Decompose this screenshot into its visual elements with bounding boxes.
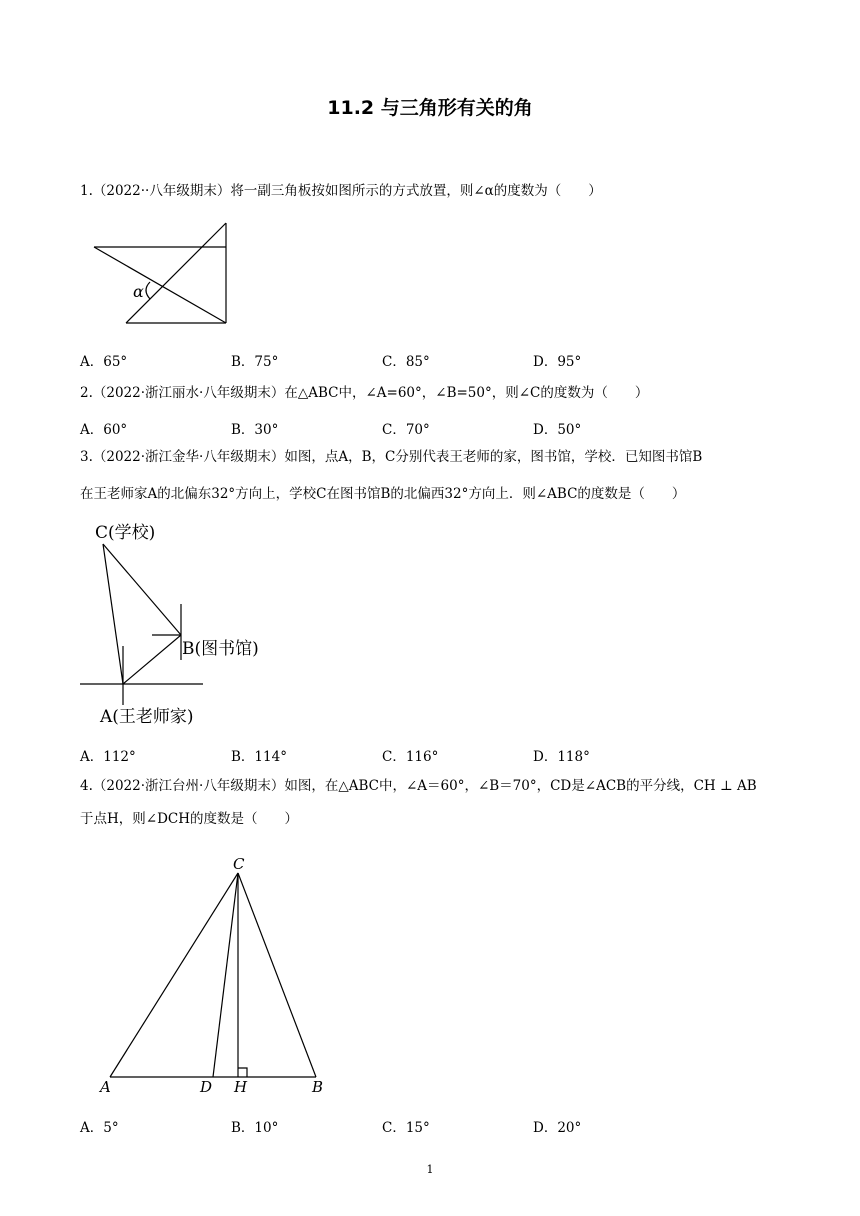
question-4-stem-line-2: 于点H，则∠DCH的度数是（ ） bbox=[80, 811, 299, 827]
fig1-diagonal-1 bbox=[94, 247, 226, 323]
q3-option-a[interactable]: A．112° bbox=[80, 749, 136, 765]
question-1-figure bbox=[90, 220, 235, 328]
fig4-label-b: B bbox=[312, 1078, 324, 1096]
fig4-label-c: C bbox=[233, 855, 245, 873]
page-title: 11.2 与三角形有关的角 bbox=[327, 97, 533, 119]
question-3-stem-line-2: 在王老师家A的北偏东32°方向上，学校C在图书馆B的北偏西32°方向上．则∠ABC的度数是（ ） bbox=[80, 486, 686, 502]
question-3-stem-line-1: 3.（2022·浙江金华·八年级期末）如图，点A，B，C分别代表王老师的家，图书馆，学校．已知图书馆B bbox=[80, 449, 703, 465]
fig4-right-angle-mark bbox=[238, 1068, 247, 1077]
question-2-stem: 2.（2022·浙江丽水·八年级期末）在△ABC中，∠A=60°，∠B=50°，则∠C的度数为（ ） bbox=[80, 385, 649, 401]
fig3-side-ab bbox=[123, 635, 181, 684]
question-4-figure bbox=[95, 852, 335, 1097]
q4-option-b[interactable]: B．10° bbox=[231, 1120, 279, 1136]
q1-option-a[interactable]: A．65° bbox=[80, 354, 128, 370]
fig1-alpha-label: α bbox=[133, 282, 144, 301]
fig1-diagonal-2 bbox=[126, 223, 226, 323]
q2-option-c[interactable]: C．70° bbox=[382, 422, 430, 438]
fig4-label-h: H bbox=[234, 1078, 248, 1096]
q2-option-d[interactable]: D．50° bbox=[533, 422, 582, 438]
q3-option-c[interactable]: C．116° bbox=[382, 749, 439, 765]
fig3-label-b: B(图书馆) bbox=[182, 639, 259, 659]
question-4-stem-line-1: 4.（2022·浙江台州·八年级期末）如图，在△ABC中，∠A＝60°，∠B＝70°，CD是∠ACB的平分线，CH ⊥ AB bbox=[80, 778, 757, 794]
fig4-bisector-cd bbox=[213, 873, 238, 1077]
question-3-figure bbox=[78, 518, 298, 730]
q1-option-b[interactable]: B．75° bbox=[231, 354, 279, 370]
page-number: 1 bbox=[426, 1163, 434, 1176]
fig3-side-ca bbox=[103, 544, 123, 684]
q4-option-d[interactable]: D．20° bbox=[533, 1120, 582, 1136]
fig1-angle-arc bbox=[146, 282, 150, 299]
question-1-stem: 1.（2022··八年级期末）将一副三角板按如图所示的方式放置，则∠α的度数为（ ） bbox=[80, 183, 602, 199]
fig4-side-bc bbox=[238, 873, 316, 1077]
q3-option-d[interactable]: D．118° bbox=[533, 749, 590, 765]
fig4-label-a: A bbox=[100, 1078, 111, 1096]
q2-option-b[interactable]: B．30° bbox=[231, 422, 279, 438]
q2-option-a[interactable]: A．60° bbox=[80, 422, 128, 438]
fig4-side-ac bbox=[110, 873, 238, 1077]
q1-option-c[interactable]: C．85° bbox=[382, 354, 430, 370]
q3-option-b[interactable]: B．114° bbox=[231, 749, 287, 765]
q4-option-c[interactable]: C．15° bbox=[382, 1120, 430, 1136]
q1-option-d[interactable]: D．95° bbox=[533, 354, 582, 370]
fig3-label-c: C(学校) bbox=[95, 523, 156, 543]
fig4-label-d: D bbox=[200, 1078, 213, 1096]
q4-option-a[interactable]: A．5° bbox=[80, 1120, 119, 1136]
fig3-side-cb bbox=[103, 544, 181, 635]
fig3-label-a: A(王老师家) bbox=[100, 707, 194, 727]
